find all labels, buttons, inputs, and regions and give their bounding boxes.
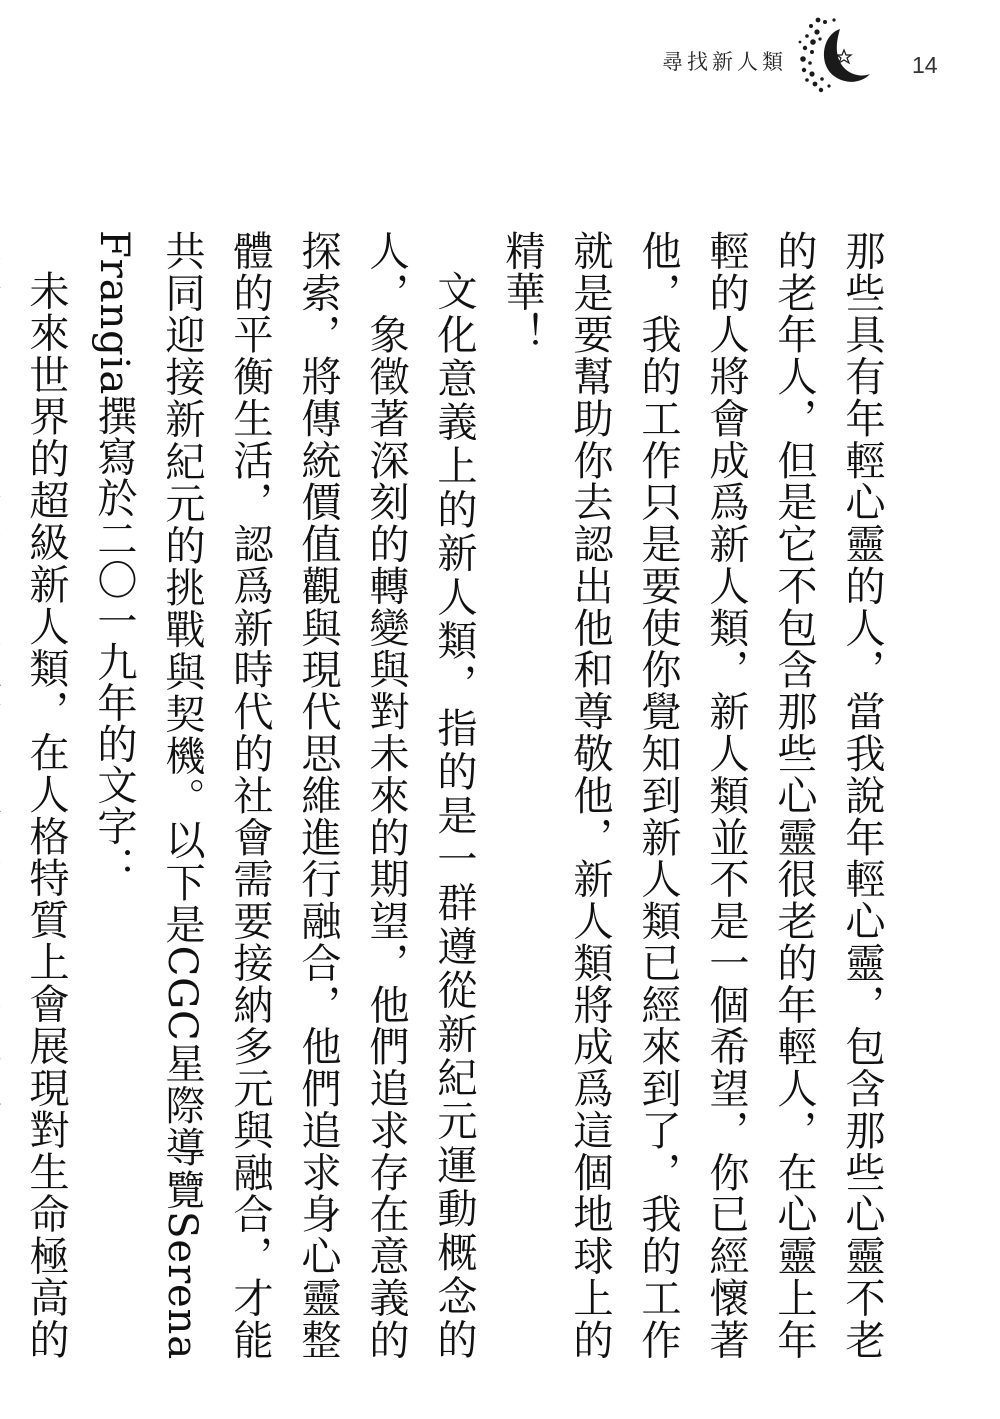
paragraph-2: 文化意義上的新人類，指的是一群遵從新紀元運動概念的人，象徵著深刻的轉變與對未來的期望，他們追求存在意義的探索，將傳統價值觀與現代思維進行融合，他們追求身心靈整體的平衡生活，認爲新時代的社會需要接納多元與融合，才能共同迎接新紀元的挑戰與契機。以下是CGC星際導覽Serena Frangia撰寫於二〇一九年的文字： xyxy=(91,230,477,1360)
paragraph-3: 未來世界的超級新人類，在人格特質上會展現對生命極高的 xyxy=(23,270,69,1360)
page-number: 14 xyxy=(912,52,938,78)
paragraph-1: 那些具有年輕心靈的人，當我說年輕心靈，包含那些心靈不老的老年人，但是它不包含那些心靈很老的年輕人，在心靈上年輕的人將會成爲新人類，新人類並不是一個希望，你已經懷著他，我的工作只是要使你覺知到新人類已經來到了，我的工作就是要幫助你去認出他和尊敬他，新人類將成爲這個地球上的精華！ xyxy=(499,230,885,1360)
moon-and-stars-logo-icon xyxy=(794,12,874,96)
body-text xyxy=(0,230,896,1360)
running-header-title: 尋找新人類 xyxy=(662,50,787,74)
